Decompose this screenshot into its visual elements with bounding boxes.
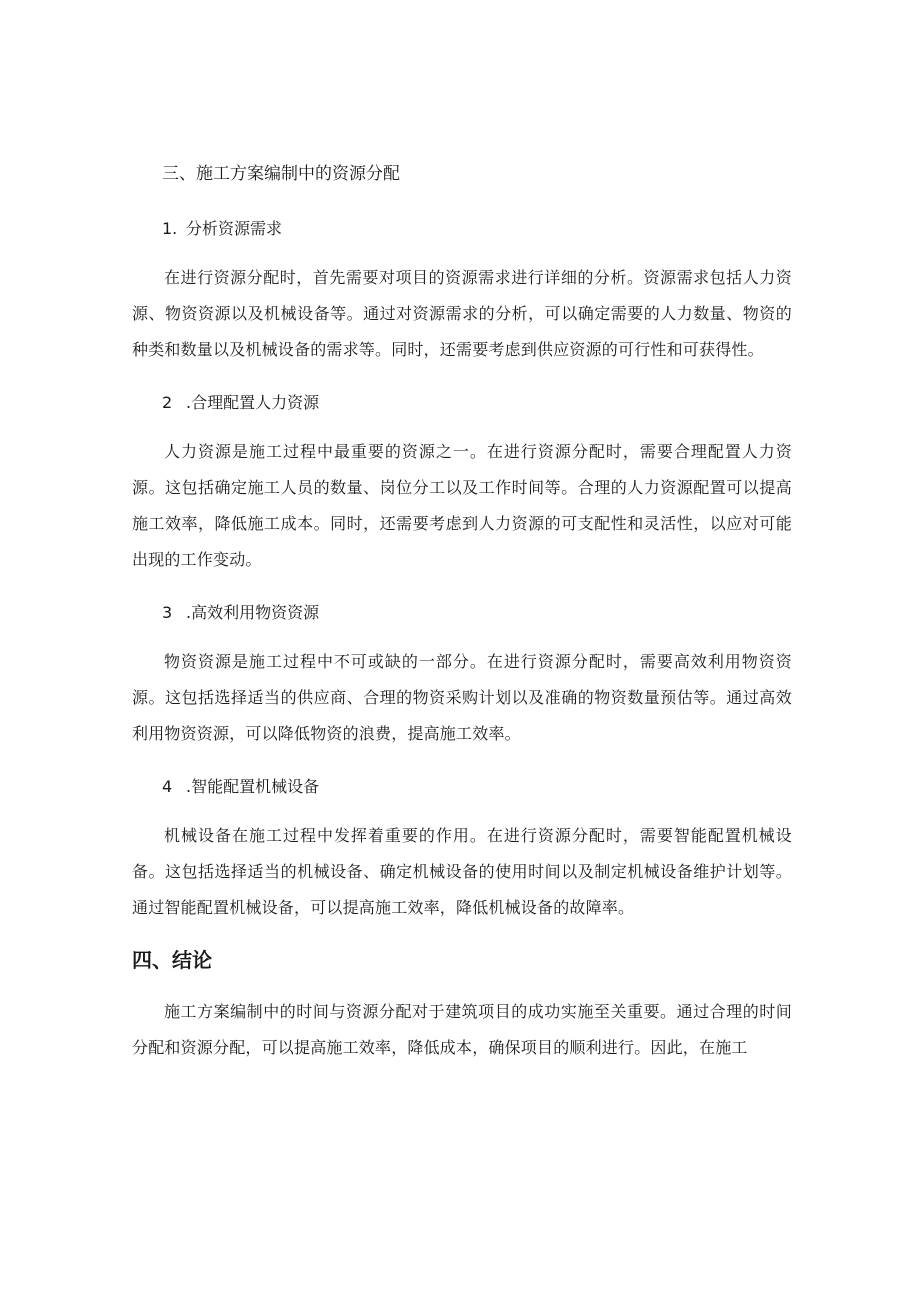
- subsection-1-body: 在进行资源分配时，首先需要对项目的资源需求进行详细的分析。资源需求包括人力资源、物资资源以及机械设备等。通过对资源需求的分析，可以确定需要的人力数量、物资的种类和数量以及机械设备的需求等。同时，还需要考虑到供应资源的可行性和可获得性。: [132, 268, 792, 359]
- subsection-1-title: 分析资源需求: [186, 219, 283, 238]
- document-page: [132, 150, 792, 1066]
- section-4-title: 四、结论: [132, 948, 212, 972]
- subsection-1-heading: [132, 208, 792, 250]
- subsection-4-heading: [132, 766, 792, 808]
- subsection-4-body: 机械设备在施工过程中发挥着重要的作用。在进行资源分配时，需要智能配置机械设备。这包括选择适当的机械设备、确定机械设备的使用时间以及制定机械设备维护计划等。通过智能配置机械设备，可以提高施工效率，降低机械设备的故障率。: [132, 826, 792, 917]
- section-3-title: 三、施工方案编制中的资源分配: [162, 164, 400, 184]
- subsection-3-number: 3: [162, 603, 173, 622]
- subsection-3-title: .高效利用物资资源: [186, 603, 320, 622]
- subsection-2-number: 2: [162, 393, 173, 412]
- subsection-3-body: 物资资源是施工过程中不可或缺的一部分。在进行资源分配时，需要高效利用物资资源。这包括选择适当的供应商、合理的物资采购计划以及准确的物资数量预估等。通过高效利用物资资源，可以降低物资的浪费，提高施工效率。: [132, 652, 792, 743]
- subsection-2-title: .合理配置人力资源: [186, 393, 320, 412]
- subsection-4-title: .智能配置机械设备: [186, 777, 320, 796]
- section-4-body: 施工方案编制中的时间与资源分配对于建筑项目的成功实施至关重要。通过合理的时间分配和资源分配，可以提高施工效率，降低成本，确保项目的顺利进行。因此，在施工: [132, 1002, 792, 1057]
- subsection-1-number: 1.: [162, 219, 178, 238]
- subsection-3-heading: [132, 592, 792, 634]
- subsection-4-number: 4: [162, 777, 173, 796]
- subsection-2-body: 人力资源是施工过程中最重要的资源之一。在进行资源分配时，需要合理配置人力资源。这包括确定施工人员的数量、岗位分工以及工作时间等。合理的人力资源配置可以提高施工效率，降低施工成本。同时，还需要考虑到人力资源的可支配性和灵活性，以应对可能出现的工作变动。: [132, 442, 792, 569]
- subsection-2-heading: [132, 382, 792, 424]
